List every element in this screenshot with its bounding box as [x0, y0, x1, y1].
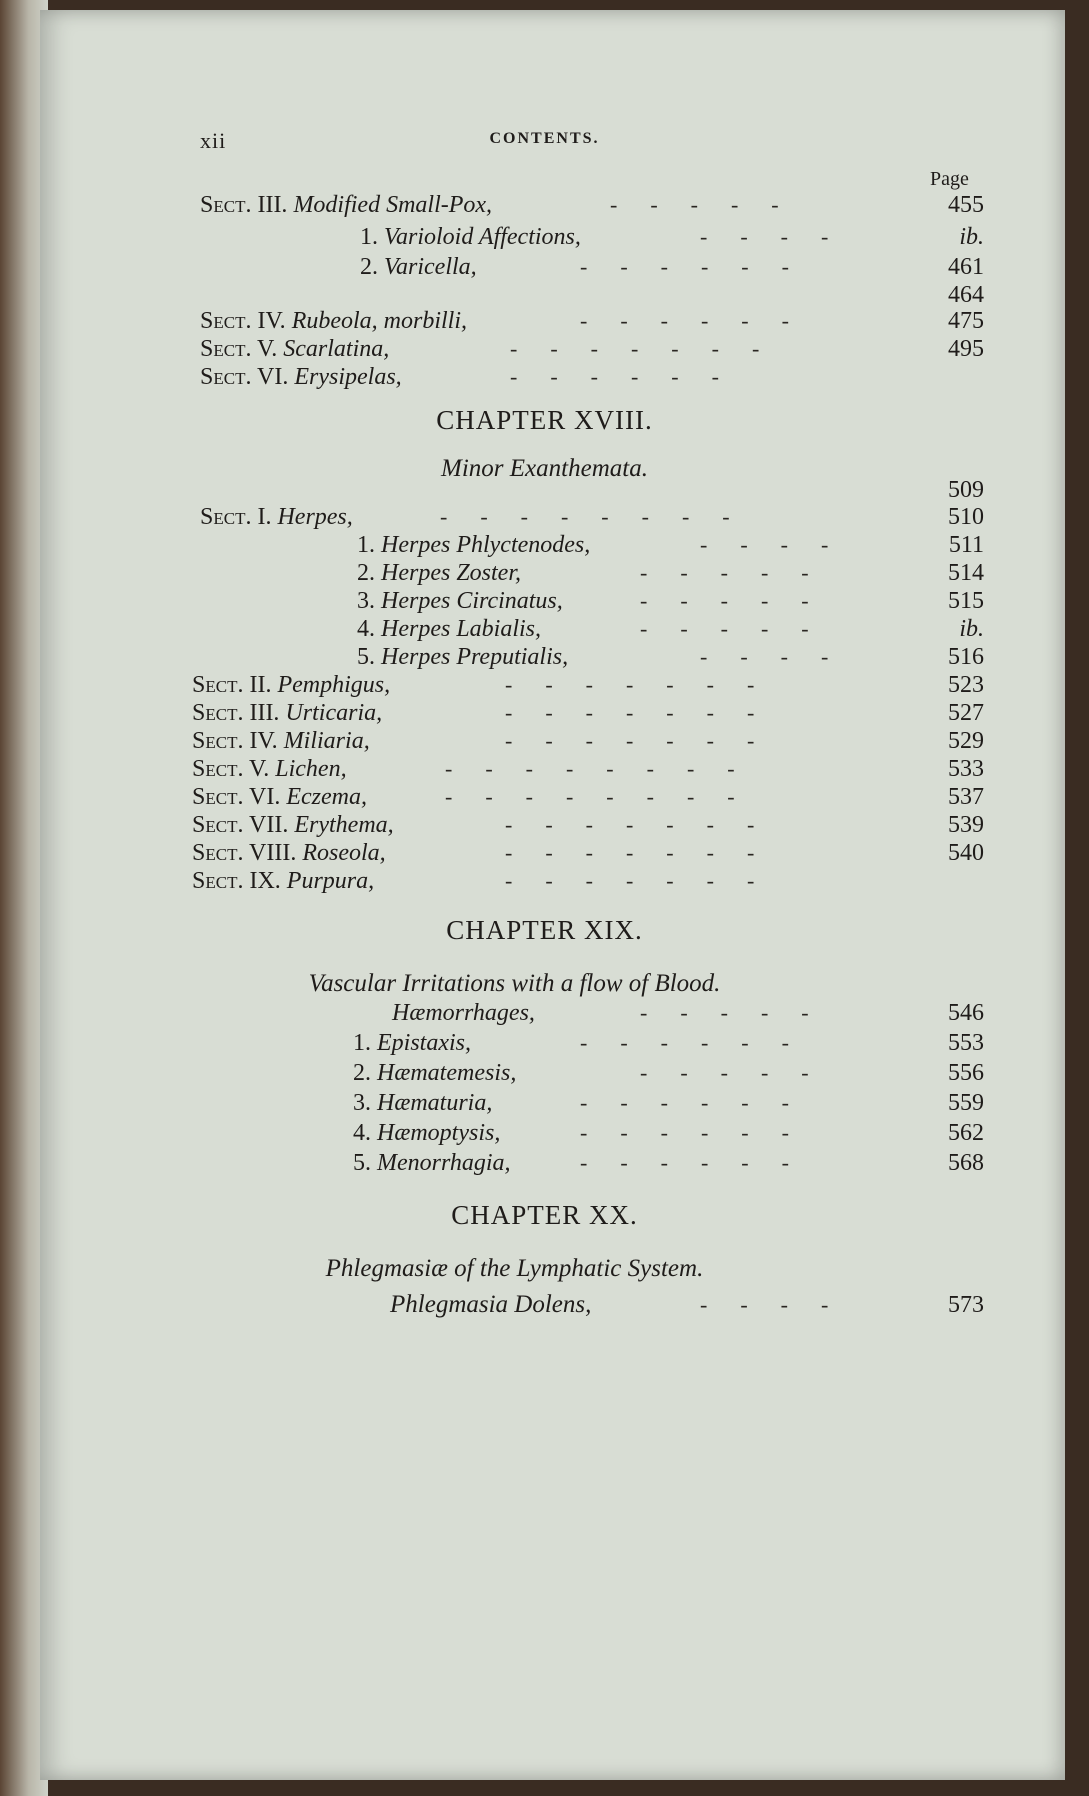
leader-dots: - - - - - - -: [505, 700, 755, 725]
leader-dots: - - - - - - -: [510, 336, 760, 361]
toc-row: [0, 530, 1089, 560]
toc-entry-title: Varicella,: [384, 254, 477, 280]
toc-section-label: Sect. III.: [192, 700, 280, 726]
toc-page-number: 461: [948, 254, 984, 280]
toc-item-number: 1.: [360, 224, 378, 250]
chapter-subhead: Phlegmasiæ of the Lymphatic System.: [325, 1255, 704, 1282]
toc-section-label: Sect. IV.: [200, 308, 286, 334]
toc-page-number: 509: [948, 477, 984, 503]
leader-dots: - - - - - -: [510, 364, 719, 389]
toc-item-number: 2.: [357, 560, 375, 586]
toc-row: [0, 998, 1089, 1028]
toc-row: [0, 754, 1089, 784]
toc-page-number: 537: [948, 784, 984, 810]
toc-row: [0, 642, 1089, 672]
toc-item-number: 2.: [360, 254, 378, 280]
toc-row: [0, 1028, 1089, 1058]
toc-page-number: 455: [948, 192, 984, 218]
toc-entry-title: Hæmorrhages,: [392, 1000, 535, 1026]
toc-row: [0, 1148, 1089, 1178]
leader-dots: - - - - -: [610, 192, 779, 217]
toc-page-number: 510: [948, 504, 984, 530]
toc-row: [0, 866, 1089, 896]
toc-row: [0, 558, 1089, 588]
chapter-subhead: Minor Exanthemata.: [441, 455, 648, 482]
toc-row: [0, 222, 1089, 252]
leader-dots: - - - - -: [640, 588, 809, 613]
leader-dots: - - - -: [700, 224, 829, 249]
toc-entry-title: Lichen,: [275, 756, 347, 782]
leader-dots: - - - - - - -: [505, 840, 755, 865]
toc-entry-title: Herpes Circinatus,: [381, 588, 563, 614]
leader-dots: - - - - - - -: [505, 728, 755, 753]
toc-row: [0, 782, 1089, 812]
leader-dots: - - - - - - -: [505, 812, 755, 837]
toc-page-number: 553: [948, 1030, 984, 1056]
toc-entry-title: Herpes Preputialis,: [381, 644, 569, 670]
running-head: CONTENTS.: [489, 130, 600, 147]
leader-dots: - - - - - -: [580, 308, 789, 333]
toc-row: [0, 586, 1089, 616]
toc-row: [0, 362, 1089, 392]
toc-entry-title: Modified Small-Pox,: [293, 192, 493, 218]
toc-page-number: 511: [948, 532, 984, 558]
toc-page-number: 562: [948, 1120, 984, 1146]
toc-entry-title: Menorrhagia,: [377, 1150, 511, 1176]
leader-dots: - - - - - -: [580, 1120, 789, 1145]
chapter-subhead: Vascular Irritations with a flow of Blood.: [308, 970, 721, 997]
toc-page-number: 539: [948, 812, 984, 838]
toc-entry-title: Erythema,: [294, 812, 394, 838]
toc-entry-title: Scarlatina,: [283, 336, 390, 362]
toc-section-label: Sect. V.: [200, 336, 278, 362]
toc-page-number: 516: [948, 644, 984, 670]
toc-row: [0, 1118, 1089, 1148]
toc-page-number: 464: [948, 282, 984, 308]
toc-row: [0, 670, 1089, 700]
chapter-heading: CHAPTER XIX.: [446, 915, 643, 945]
toc-section-label: Sect. I.: [200, 504, 272, 530]
toc-entry-title: Urticaria,: [285, 700, 383, 726]
toc-item-number: 1.: [357, 532, 375, 558]
leader-dots: - - - - -: [640, 560, 809, 585]
leader-dots: - - - - - -: [580, 254, 789, 279]
leader-dots: - - - -: [700, 532, 829, 557]
toc-page-number: 514: [948, 560, 984, 586]
toc-section-label: Sect. VI.: [192, 784, 281, 810]
leader-dots: - - - - - - -: [505, 868, 755, 893]
page-folio: xii: [200, 128, 227, 153]
toc-row: [0, 1088, 1089, 1118]
toc-section-label: Sect. III.: [200, 192, 288, 218]
toc-page-number: 559: [948, 1090, 984, 1116]
toc-entry-title: Hæmaturia,: [377, 1090, 493, 1116]
toc-entry-title: Miliaria,: [283, 728, 370, 754]
toc-row: [0, 306, 1089, 336]
leader-dots: - - - -: [700, 1292, 829, 1317]
leader-dots: - - - - - - - -: [445, 784, 735, 809]
page-column-label: Page: [930, 168, 969, 190]
toc-page-number: 540: [948, 840, 984, 866]
toc-entry-title: Phlegmasia Dolens,: [390, 1291, 592, 1318]
toc-section-label: Sect. VI.: [200, 364, 289, 390]
toc-page-number: 527: [948, 700, 984, 726]
leader-dots: - - - -: [700, 644, 829, 669]
toc-item-number: 5.: [357, 644, 375, 670]
toc-page-number: 515: [948, 588, 984, 614]
leader-dots: - - - - -: [640, 1000, 809, 1025]
toc-entry-title: Varioloid Affections,: [384, 224, 581, 250]
toc-page-number: 546: [948, 1000, 984, 1026]
toc-row: [0, 1290, 1089, 1320]
toc-row: [0, 475, 1089, 505]
toc-row: [0, 334, 1089, 364]
toc-entry-title: Eczema,: [286, 784, 367, 810]
toc-page-number: ib.: [959, 224, 984, 250]
toc-page-number: 568: [948, 1150, 984, 1176]
toc-item-number: 4.: [353, 1120, 371, 1146]
toc-page-number: 573: [948, 1292, 984, 1318]
toc-item-number: 2.: [353, 1060, 371, 1086]
toc-page-number: 495: [948, 336, 984, 362]
toc-entry-title: Epistaxis,: [377, 1030, 471, 1056]
toc-row: [0, 810, 1089, 840]
toc-row: [0, 838, 1089, 868]
toc-row: [0, 190, 1089, 220]
toc-page-number: 529: [948, 728, 984, 754]
toc-section-label: Sect. VIII.: [192, 840, 297, 866]
page-header: [0, 128, 1089, 158]
leader-dots: - - - - - - - -: [445, 756, 735, 781]
toc-row: [0, 614, 1089, 644]
toc-section-label: Sect. VII.: [192, 812, 289, 838]
toc-page-number: 556: [948, 1060, 984, 1086]
chapter-heading: CHAPTER XX.: [451, 1200, 638, 1230]
toc-entry-title: Hæmoptysis,: [377, 1120, 501, 1146]
toc-entry-title: Roseola,: [302, 840, 386, 866]
toc-row: [0, 252, 1089, 282]
toc-row: [0, 502, 1089, 532]
toc-row: [0, 1058, 1089, 1088]
toc-entry-title: Purpura,: [286, 868, 375, 894]
toc-entry-title: Herpes,: [277, 504, 353, 530]
toc-item-number: 4.: [357, 616, 375, 642]
toc-entry-title: Erysipelas,: [294, 364, 402, 390]
toc-page-number: 523: [948, 672, 984, 698]
toc-entry-title: Herpes Phlyctenodes,: [381, 532, 591, 558]
leader-dots: - - - - - -: [580, 1150, 789, 1175]
toc-section-label: Sect. V.: [192, 756, 270, 782]
toc-entry-title: Hæmatemesis,: [377, 1060, 517, 1086]
toc-page-number: 475: [948, 308, 984, 334]
toc-item-number: 1.: [353, 1030, 371, 1056]
leader-dots: - - - - -: [640, 616, 809, 641]
toc-page-number: 533: [948, 756, 984, 782]
leader-dots: - - - - - - -: [505, 672, 755, 697]
toc-section-label: Sect. IX.: [192, 868, 281, 894]
toc-row: [0, 698, 1089, 728]
toc-entry-title: Rubeola, morbilli,: [291, 308, 468, 334]
toc-row: [0, 726, 1089, 756]
chapter-heading: CHAPTER XVIII.: [436, 405, 653, 435]
toc-item-number: 3.: [357, 588, 375, 614]
toc-section-label: Sect. IV.: [192, 728, 278, 754]
leader-dots: - - - - - -: [580, 1030, 789, 1055]
toc-entry-title: Herpes Zoster,: [381, 560, 522, 586]
toc-page-number: ib.: [959, 616, 984, 642]
leader-dots: - - - - - -: [580, 1090, 789, 1115]
toc-entry-title: Herpes Labialis,: [381, 616, 542, 642]
leader-dots: - - - - - - - -: [440, 504, 730, 529]
toc-item-number: 5.: [353, 1150, 371, 1176]
toc-section-label: Sect. II.: [192, 672, 272, 698]
toc-entry-title: Pemphigus,: [277, 672, 391, 698]
leader-dots: - - - - -: [640, 1060, 809, 1085]
toc-item-number: 3.: [353, 1090, 371, 1116]
